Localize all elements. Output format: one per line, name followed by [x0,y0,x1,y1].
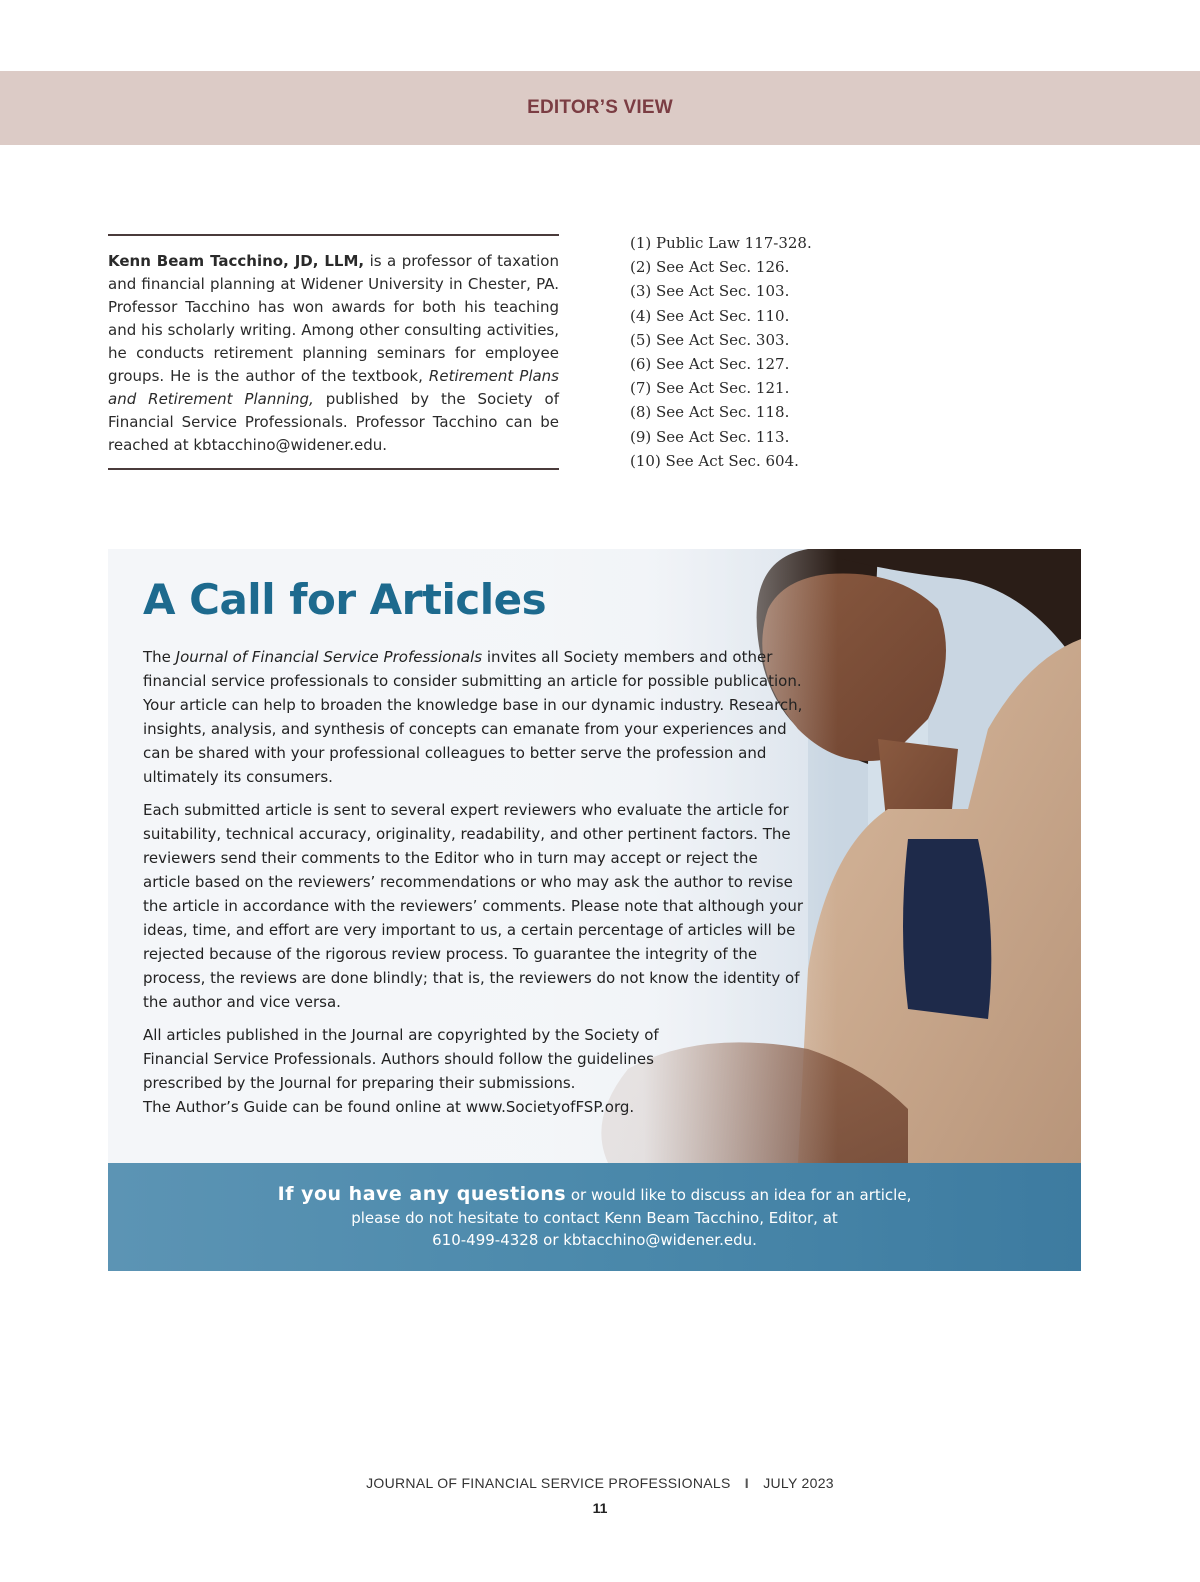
author-bio [108,250,559,457]
call-paragraph-3 [143,1023,803,1119]
call-body [143,645,803,1128]
journal-name: Journal of Financial Service Professionals [175,648,483,666]
call-paragraph-2: Each submitted article is sent to several expert reviewers who evaluate the article for suitability, technical accuracy, originality, readability, and other pertinent factors. The reviewers send their comments to the Editor who in turn may accept or reject the article based on the reviewers’ recommendations or who may ask the author to revise the article in accordance with the reviewers’ comments. Please note that although your ideas, time, and effort are very important to us, a certain percentage of articles will be rejected because of the rigorous review process. To guarantee the integrity of the process, the reviews are done blindly; that is, the reviewers do not know the identity of the author and vice versa. [143,801,804,1011]
bio-text-1: is a professor of taxation and financial planning at Widener University in Chester, PA. Professor Tacchino has won awards for both his teaching and his scholarly writing. Among other consulting activities, he conducts retirement planning seminars for employee groups. He is the author of the textbook, [108,252,559,385]
contact-line-2: please do not hesitate to contact Kenn Beam Tacchino, Editor, at [351,1208,838,1227]
p3-line: prescribed by the Journal for preparing their submissions. [143,1074,576,1092]
questions-heading: If you have any questions [277,1183,567,1205]
p1-post: invites all Society members and other financial service professionals to consider submitting an article for possible publication. Your article can help to broaden the knowledge base in our dynamic industry. Research, insights, analysis, and synthesis of concepts can emanate from your experiences and can be shared with your professional colleagues to better serve the profession and ultimately its consumers. [143,648,803,786]
endnote: (1) Public Law 117-328. [630,234,812,252]
bio-text-2: published by the Society of Financial Service Professionals. Professor Tacchino can be reached at kbtacchino@widener.edu. [108,390,559,454]
footer-separator: I [744,1475,749,1491]
page-number: 11 [592,1500,608,1516]
book-title: Retirement Plans and Retirement Planning, [108,367,559,408]
endnote: (4) See Act Sec. 110. [630,306,790,325]
authors-guide-line: The Author’s Guide can be found online at www.SocietyofFSP.org. [143,1098,635,1116]
section-title: EDITOR’S VIEW [527,97,673,118]
endnote: (7) See Act Sec. 121. [630,379,790,398]
call-title: A Call for Articles [143,575,547,624]
page-footer [0,1475,1200,1491]
section-banner [0,71,1200,145]
endnote: (8) See Act Sec. 118. [630,403,790,422]
p1-pre: The [143,648,176,666]
endnote: (10) See Act Sec. 604. [630,451,799,470]
endnote: (5) See Act Sec. 303. [630,330,790,349]
endnote: (9) See Act Sec. 113. [630,427,790,446]
endnotes-list [630,231,812,473]
contact-band [108,1163,1081,1271]
p3-line: All articles published in the Journal are copyrighted by the Society of [143,1026,659,1044]
issue-date: JULY 2023 [763,1475,834,1491]
journal-name-footer: JOURNAL OF FINANCIAL SERVICE PROFESSIONALS [366,1475,731,1491]
call-for-articles-card [108,549,1081,1271]
author-bio-box [108,234,559,470]
contact-text: or would like to discuss an idea for an article, [566,1186,912,1204]
call-paragraph-1 [143,645,803,789]
endnote: (6) See Act Sec. 127. [630,355,790,374]
endnote: (2) See Act Sec. 126. [630,258,790,277]
contact-line-3: 610-499-4328 or kbtacchino@widener.edu. [432,1231,757,1249]
endnote: (3) See Act Sec. 103. [630,282,790,301]
contact-line-1 [108,1183,1081,1207]
p3-line: Financial Service Professionals. Authors should follow the guidelines [143,1050,654,1068]
author-name: Kenn Beam Tacchino, JD, LLM, [108,252,365,270]
